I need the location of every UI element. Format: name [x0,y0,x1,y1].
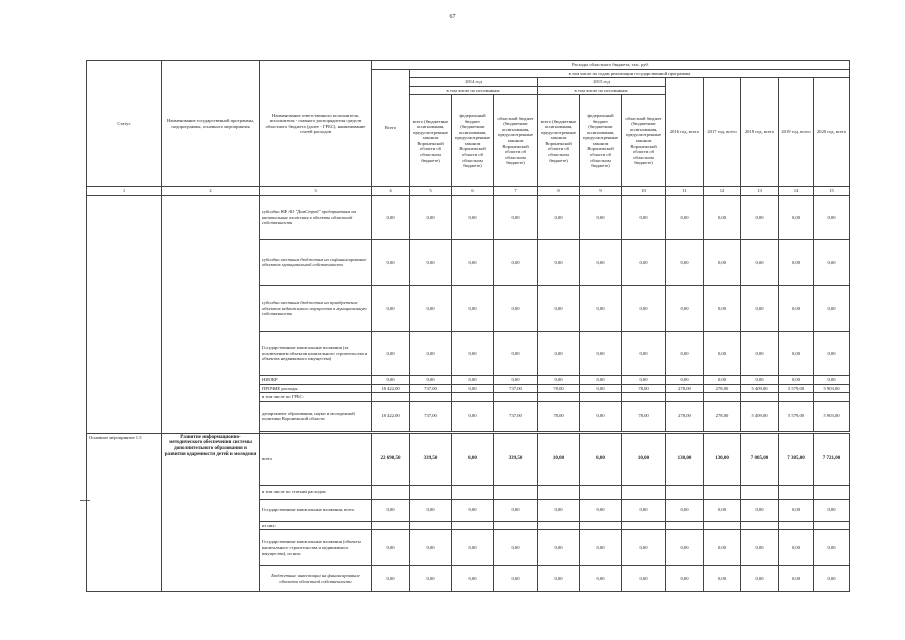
cell: 339,50 [494,433,538,485]
cell: 0,00 [666,285,704,331]
col-num: 10 [622,187,666,196]
row-label: субсидии местным бюджетам на приобретение объектов недвижимого имущества в муниципальную собственность [260,285,372,331]
col-num: 6 [452,187,494,196]
cell: 0,00 [538,499,580,521]
column-numbers-row [87,187,850,196]
header-executor: Наименование ответственного исполнителя, исполнителя - главного распорядителя средств областного бюджета (далее - ГРБС), наименование статей расходов [260,61,372,187]
cell: 0,00 [494,239,538,285]
cell: 0,00 [410,375,452,384]
header-2017: 2017 год, всего [704,78,741,187]
cell: 5 903,00 [814,384,850,393]
header-program-name: Наименование государственной программы, подпрограммы, основного мероприятия [162,61,260,187]
cell: 0,00 [372,530,410,566]
header-2016: 2016 год, всего [666,78,704,187]
cell: 0,00 [741,331,779,375]
cell: 0,00 [452,195,494,239]
cell: 0,00 [580,195,622,239]
cell: 0,00 [580,433,622,485]
row-label: субсидии КФ АО "ДомСтрой" предприятиям на капитальные вложения в объекты областной собственности [260,195,372,239]
cell: 0,00 [704,499,741,521]
col-num: 5 [410,187,452,196]
cell: 0,00 [622,195,666,239]
cell: 339,50 [410,433,452,485]
header-2018: 2018 год, всего [741,78,779,187]
cell: 0,00 [410,499,452,521]
cell: 278,00 [666,401,704,431]
cell: 0,00 [372,195,410,239]
cell: 0,00 [704,239,741,285]
cell: 0,00 [741,375,779,384]
cell: 0,00 [452,331,494,375]
cell: 0,00 [580,566,622,592]
cell: 5 409,00 [741,401,779,431]
status-main-event: Основное мероприятие 1.5 [87,433,162,592]
cell: 130,00 [704,433,741,485]
col-num: 12 [704,187,741,196]
row-label: Бюджетные инвестиции на финансирование объектов областной собственности [260,566,372,592]
cell: 0,00 [779,285,814,331]
cell: 0,00 [622,499,666,521]
cell: 0,00 [779,375,814,384]
cell: 0,00 [580,375,622,384]
row-label: Государственные капитальные вложения, всего [260,499,372,521]
cell: 0,00 [666,195,704,239]
row-label: из них: [260,521,372,530]
col-num: 2 [162,187,260,196]
cell: 0,00 [372,375,410,384]
cell: 0,00 [779,499,814,521]
cell: 0,00 [452,499,494,521]
main-event-name: Развитие информационно-методического обеспечения системы дополнительного образования и развития одаренности детей и молодежи [162,433,260,592]
cell: 0,00 [452,285,494,331]
cell: 0,00 [666,239,704,285]
cell: 0,00 [580,499,622,521]
cell: 0,00 [410,239,452,285]
cell: 0,00 [580,530,622,566]
cell: 0,00 [814,375,850,384]
cell: 0,00 [814,530,850,566]
cell: 0,00 [452,530,494,566]
header-sources-2015: в том числе по источникам: [538,86,666,95]
cell: 0,00 [704,566,741,592]
header-2014-regional: областной бюджет (бюджетные ассигнования, предусмотренные законом Воронежской области об областном бюджете) [494,95,538,187]
cell: 0,00 [704,331,741,375]
cell: 0,00 [452,433,494,485]
cell: 18 422,00 [372,384,410,393]
cell: 0,00 [666,331,704,375]
cell: 7 385,00 [779,433,814,485]
cell: 130,00 [666,433,704,485]
cell: 0,00 [622,285,666,331]
cell: 278,00 [704,384,741,393]
cell: 0,00 [622,375,666,384]
cell: 0,00 [372,285,410,331]
header-2015-regional: областной бюджет (бюджетные ассигнования, предусмотренные законом Воронежской области об областном бюджете) [622,95,666,187]
cell: 18 422,00 [372,401,410,431]
cell: 0,00 [580,331,622,375]
cell: 0,00 [741,566,779,592]
row-label: департамент образования, науки и молодежной политики Воронежской области [260,401,372,431]
row-label: НИОКР [260,375,372,384]
cell: 737,00 [410,401,452,431]
col-num: 7 [494,187,538,196]
cell: 5 579,00 [779,384,814,393]
col-num: 9 [580,187,622,196]
header-status: Статус [87,61,162,187]
row-label: всего [260,433,372,485]
cell: 5 409,00 [741,384,779,393]
cell: 0,00 [494,375,538,384]
cell: 0,00 [704,375,741,384]
cell: 0,00 [704,285,741,331]
row-label: Государственные капитальные вложения (объекты капитального строительства и недвижимого имущества), из них: [260,530,372,566]
cell: 0,00 [494,195,538,239]
cell: 0,00 [779,195,814,239]
cell: 78,00 [538,384,580,393]
col-num: 8 [538,187,580,196]
cell: 0,00 [372,331,410,375]
header-total: Всего [372,69,410,187]
cell: 0,00 [372,239,410,285]
col-num: 13 [741,187,779,196]
cell: 7 005,00 [741,433,779,485]
cell: 0,00 [622,530,666,566]
row-label: ПРОЧИЕ расходы [260,384,372,393]
budget-table [86,60,850,592]
cell: 0,00 [410,566,452,592]
header-year-2015: 2015 год [538,78,666,87]
col-num: 11 [666,187,704,196]
cell: 0,00 [494,530,538,566]
header-2019: 2019 год, всего [779,78,814,187]
col-num: 15 [814,187,850,196]
cell: 0,00 [452,375,494,384]
cell: 0,00 [538,239,580,285]
cell: 0,00 [538,530,580,566]
col-num: 3 [260,187,372,196]
cell: 0,00 [410,195,452,239]
cell: 0,00 [741,285,779,331]
cell: 5 903,00 [814,401,850,431]
cell: 737,00 [494,401,538,431]
cell: 0,00 [622,331,666,375]
cell: 737,00 [410,384,452,393]
cell: 0,00 [666,566,704,592]
cell: 0,00 [452,384,494,393]
cell: 0,00 [779,331,814,375]
header-year-2014: 2014 год [410,78,538,87]
cell: 0,00 [741,239,779,285]
cell: 0,00 [622,566,666,592]
cell: 0,00 [452,566,494,592]
cell: 0,00 [580,285,622,331]
table-row [87,195,850,239]
cell: 0,00 [814,195,850,239]
cell: 7 721,00 [814,433,850,485]
cell: 737,00 [494,384,538,393]
cell: 0,00 [580,384,622,393]
cell: 78,00 [538,401,580,431]
header-2020: 2020 год, всего [814,78,850,187]
cell: 0,00 [452,401,494,431]
col-num: 4 [372,187,410,196]
cell: 0,00 [814,285,850,331]
cell: 0,00 [410,331,452,375]
status-cell-empty [87,195,162,433]
header-2015-total: всего (бюджетные ассигнования, предусмотренные законом Воронежской области об областном бюджете) [538,95,580,187]
cell: 0,00 [666,375,704,384]
col-num: 1 [87,187,162,196]
cell: 0,00 [814,331,850,375]
header-2014-federal: федеральный бюджет (бюджетные ассигнования, предусмотренные законом Воронежской области об областном бюджете) [452,95,494,187]
cell: 0,00 [704,195,741,239]
cell: 0,00 [814,239,850,285]
cell: 0,00 [814,566,850,592]
cell: 0,00 [372,566,410,592]
cell: 0,00 [666,499,704,521]
header-sources-2014: в том числе по источникам: [410,86,538,95]
cell: 0,00 [580,239,622,285]
cell: 0,00 [494,331,538,375]
program-cell-empty [162,195,260,433]
cell: 10,00 [622,433,666,485]
row-label: в том числе по статьям расходов: [260,485,372,499]
cell: 0,00 [704,530,741,566]
table-row [87,433,850,485]
row-label: субсидии местным бюджетам на софинансирование объектов муниципальной собственности [260,239,372,285]
cell: 0,00 [666,530,704,566]
header-2015-federal: федеральный бюджет (бюджетные ассигнования, предусмотренные законом Воронежской области об областном бюджете) [580,95,622,187]
page-number: 67 [449,14,456,20]
col-num: 14 [779,187,814,196]
cell: 0,00 [580,401,622,431]
cell: 278,00 [666,384,704,393]
cell: 0,00 [779,239,814,285]
cell: 0,00 [538,285,580,331]
cell: 0,00 [372,499,410,521]
cell: 0,00 [741,530,779,566]
row-label: в том числе по ГРБС: [260,393,372,402]
header-2014-total: всего (бюджетные ассигнования, предусмотренные законом Воронежской области об областном бюджете) [410,95,452,187]
cell: 10,00 [538,433,580,485]
cell: 0,00 [814,499,850,521]
cell: 0,00 [410,530,452,566]
cell: 0,00 [538,195,580,239]
cell: 0,00 [741,195,779,239]
cell: 0,00 [538,566,580,592]
cell: 22 690,50 [372,433,410,485]
header-incl-years: в том числе по годам реализации государственной программы [410,69,850,78]
cell: 78,00 [622,384,666,393]
cell: 0,00 [538,331,580,375]
cell: 278,00 [704,401,741,431]
cell: 0,00 [741,499,779,521]
cell: 0,00 [494,499,538,521]
cell: 0,00 [452,239,494,285]
cell: 5 579,00 [779,401,814,431]
cell: 0,00 [779,530,814,566]
cell: 78,00 [622,401,666,431]
cell: 0,00 [410,285,452,331]
cell: 0,00 [779,566,814,592]
cell: 0,00 [538,375,580,384]
cell: 0,00 [494,566,538,592]
header-budget-title: Расходы областного бюджета, тыс. руб. [372,61,850,70]
row-label: Государственные капитальные вложения (за исключением объектов капитального строительства и объектов недвижимого имущества) [260,331,372,375]
cell: 0,00 [494,285,538,331]
cell: 0,00 [622,239,666,285]
